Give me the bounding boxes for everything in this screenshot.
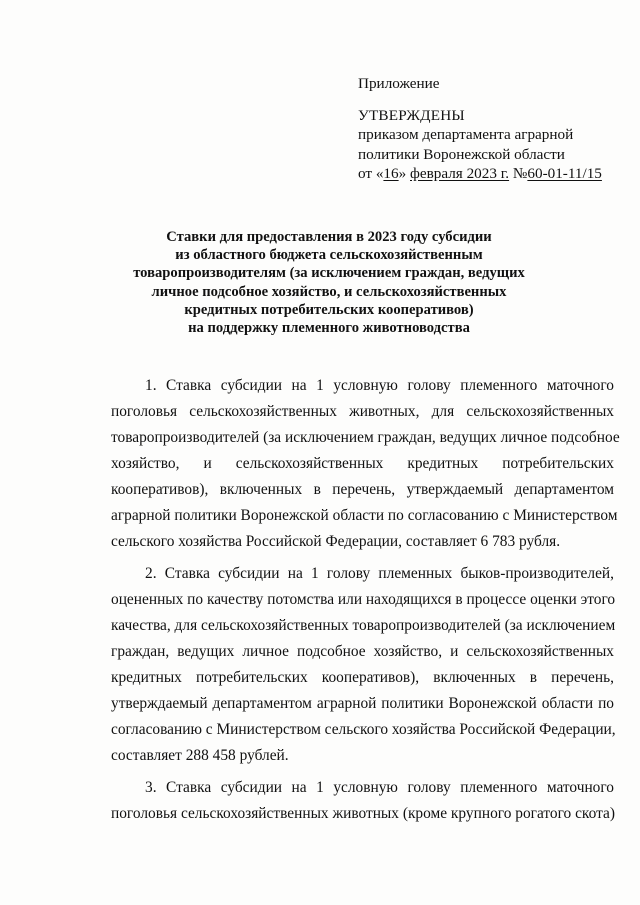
appendix-label: Приложение <box>358 75 440 92</box>
title-line: кредитных потребительских кооперативов) <box>184 301 474 318</box>
title-line: на поддержку племенного животноводства <box>188 320 470 337</box>
title-line: товаропроизводителям (за исключением граждан, ведущих <box>133 265 525 282</box>
paragraph-line: утверждаемый департаментом аграрной политики Воронежской области по <box>111 695 614 712</box>
date-month: февраля 2023 г. <box>410 165 510 182</box>
paragraph-line: граждан, ведущих личное подсобное хозяйство, и сельскохозяйственных <box>111 643 614 660</box>
paragraph-line: оцененных по качеству потомства или находящихся в процессе оценки этого <box>111 591 616 608</box>
paragraph-line: кредитных потребительских кооперативов), включенных в перечень, <box>111 669 614 686</box>
paragraph-2 <box>111 561 614 769</box>
paragraph-line: поголовья сельскохозяйственных животных, для сельскохозяйственных <box>111 403 614 420</box>
paragraph-line: качества, для сельскохозяйственных товаропроизводителей (за исключением <box>111 617 616 634</box>
document-title <box>130 228 528 337</box>
paragraph-line: сельского хозяйства Российской Федерации, составляет 6 783 рубля. <box>111 533 561 550</box>
paragraph-line: 1. Ставка субсидии на 1 условную голову племенного маточного <box>145 377 614 394</box>
approval-date-line <box>358 164 628 184</box>
title-line: из областного бюджета сельскохозяйственным <box>175 247 483 264</box>
paragraph-line: аграрной политики Воронежской области по согласованию с Министерством <box>111 507 618 524</box>
paragraph-line: составляет 288 458 рублей. <box>111 747 289 764</box>
paragraph-line: хозяйство, и сельскохозяйственных кредитных потребительских <box>111 455 614 472</box>
date-day: 16 <box>383 165 399 182</box>
paragraph-line: кооперативов), включенных в перечень, утверждаемый департаментом <box>111 481 614 498</box>
date-mid: » <box>398 165 410 182</box>
paragraph-line: товаропроизводителей (за исключением граждан, ведущих личное подсобное <box>111 429 620 446</box>
approval-line-1: приказом департамента аграрной <box>358 126 574 143</box>
order-number: 60-01-11/15 <box>527 165 602 182</box>
approval-line-2: политики Воронежской области <box>358 145 565 163</box>
paragraph-line: 2. Ставка субсидии на 1 голову племенных быков-производителей, <box>145 565 614 582</box>
paragraph-line: поголовья сельскохозяйственных животных (кроме крупного рогатого скота) <box>111 805 615 822</box>
title-line: Ставки для предоставления в 2023 году субсидии <box>166 229 492 245</box>
approved-heading: УТВЕРЖДЕНЫ <box>358 106 465 124</box>
date-prefix: от « <box>358 165 384 182</box>
paragraph-line: 3. Ставка субсидии на 1 условную голову племенного маточного <box>145 779 614 796</box>
paragraph-line: согласованию с Министерством сельского хозяйства Российской Федерации, <box>111 721 616 738</box>
paragraph-1 <box>111 373 620 555</box>
paragraph-3 <box>111 775 614 827</box>
approval-block <box>358 74 628 184</box>
order-number-prefix: № <box>509 165 528 182</box>
title-line: личное подсобное хозяйство, и сельскохозяйственных <box>151 283 507 300</box>
document-body <box>111 373 620 833</box>
